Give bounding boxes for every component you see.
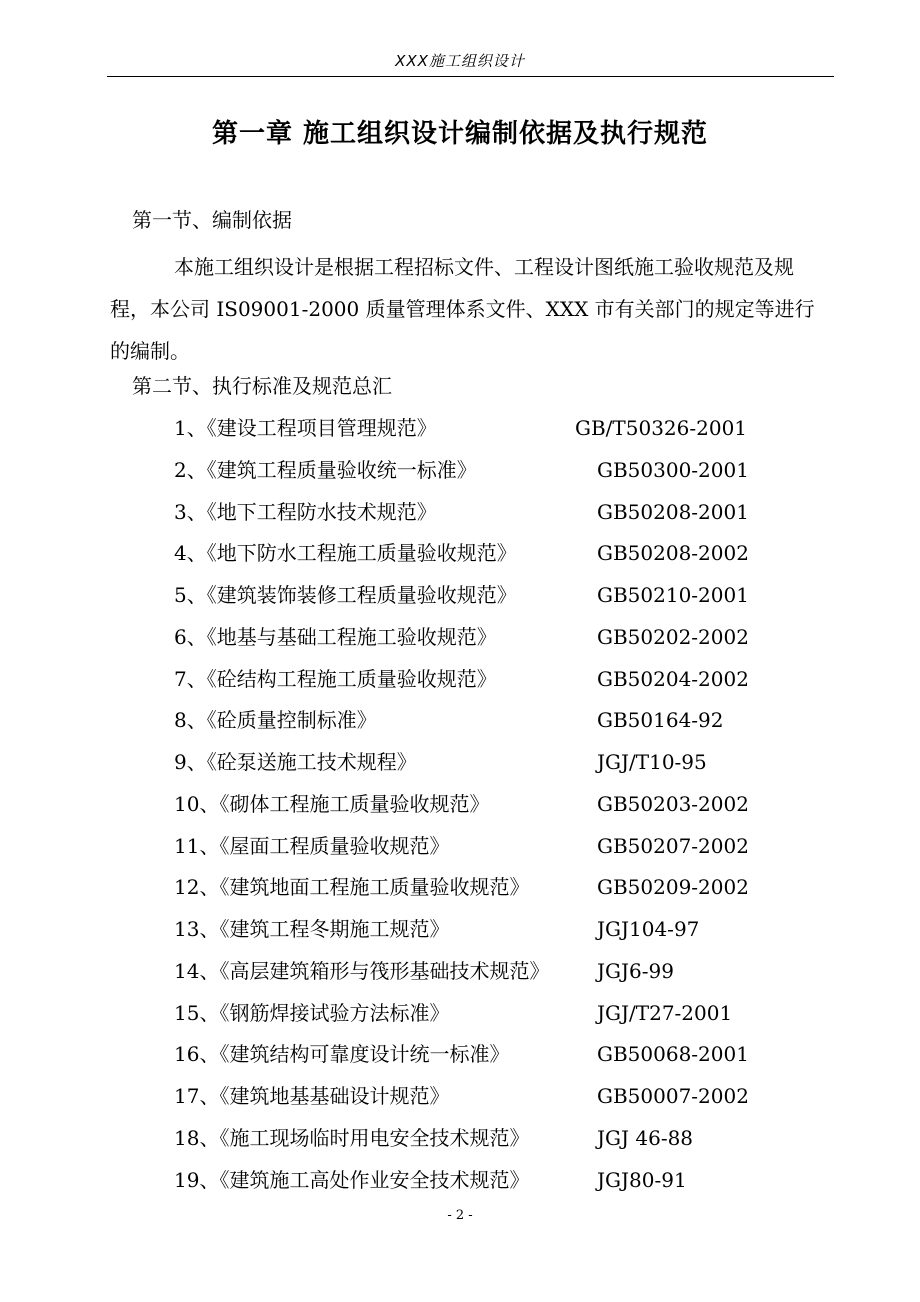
standard-code: GB50208-2001 bbox=[597, 499, 749, 524]
standard-code: JGJ80-91 bbox=[597, 1167, 687, 1192]
standard-name: 8、《砼质量控制标准》 bbox=[174, 708, 377, 733]
standard-name: 9、《砼泵送施工技术规程》 bbox=[174, 750, 417, 774]
standard-name: 5、《建筑装饰装修工程质量验收规范》 bbox=[174, 583, 517, 607]
standard-name: 15、《钢筋焊接试验方法标准》 bbox=[174, 1000, 450, 1025]
standard-code: GB50209-2002 bbox=[597, 875, 749, 900]
standard-name: 18、《施工现场临时用电安全技术规范》 bbox=[174, 1125, 530, 1150]
list-item bbox=[0, 706, 920, 748]
list-item bbox=[0, 957, 920, 999]
list-item bbox=[0, 1124, 920, 1166]
standard-name: 7、《砼结构工程施工质量验收规范》 bbox=[174, 666, 497, 691]
section-title-basis: 第一节、编制依据 bbox=[132, 208, 292, 232]
list-item bbox=[0, 498, 920, 540]
standard-code: JGJ104-97 bbox=[597, 917, 700, 941]
standard-name: 4、《地下防水工程施工质量验收规范》 bbox=[174, 541, 517, 566]
standard-code: JGJ/T27-2001 bbox=[597, 1000, 733, 1025]
standard-code: GB50300-2001 bbox=[597, 457, 749, 482]
page-number: - 2 - bbox=[447, 1208, 473, 1223]
basis-paragraph: 本施工组织设计是根据工程招标文件、工程设计图纸施工验收规范及规程，本公司 IS09001-2000 质量管理体系文件、XXX 市有关部门的规定等进行的编制。 bbox=[110, 255, 815, 363]
standard-code: GB50204-2002 bbox=[597, 666, 749, 691]
list-item bbox=[0, 665, 920, 707]
standard-code: GB50207-2002 bbox=[597, 833, 749, 858]
standard-name: 14、《高层建筑箱形与筏形基础技术规范》 bbox=[174, 958, 550, 983]
list-item bbox=[0, 873, 920, 915]
standard-name: 2、《建筑工程质量验收统一标准》 bbox=[174, 457, 477, 482]
standard-name: 17、《建筑地基基础设计规范》 bbox=[174, 1084, 450, 1108]
list-item bbox=[0, 581, 920, 623]
standard-name: 10、《砌体工程施工质量验收规范》 bbox=[174, 791, 490, 816]
standard-name: 11、《屋面工程质量验收规范》 bbox=[174, 833, 450, 858]
standard-code: GB/T50326-2001 bbox=[575, 416, 748, 440]
standard-code: GB50068-2001 bbox=[597, 1042, 749, 1067]
section-title-standards: 第二节、执行标准及规范总汇 bbox=[132, 374, 392, 398]
standard-name: 12、《建筑地面工程施工质量验收规范》 bbox=[174, 875, 530, 900]
list-item bbox=[0, 915, 920, 957]
standard-name: 3、《地下工程防水技术规范》 bbox=[174, 499, 437, 524]
standard-code: GB50208-2002 bbox=[597, 541, 749, 566]
standard-name: 19、《建筑施工高处作业安全技术规范》 bbox=[174, 1167, 530, 1192]
page-header: XXX施工组织设计 bbox=[395, 52, 525, 70]
chapter-title: 第一章 施工组织设计编制依据及执行规范 bbox=[211, 119, 709, 149]
list-item bbox=[0, 1040, 920, 1082]
standard-name: 6、《地基与基础工程施工验收规范》 bbox=[174, 624, 497, 649]
list-item bbox=[0, 1082, 920, 1124]
standard-name: 1、《建设工程项目管理规范》 bbox=[174, 416, 437, 440]
list-item bbox=[0, 748, 920, 790]
standard-code: GB50203-2002 bbox=[597, 791, 749, 816]
standard-name: 13、《建筑工程冬期施工规范》 bbox=[174, 917, 450, 941]
standard-code: GB50202-2002 bbox=[597, 624, 749, 649]
list-item bbox=[0, 539, 920, 581]
list-item bbox=[0, 456, 920, 498]
standard-code: GB50007-2002 bbox=[597, 1084, 749, 1108]
standard-name: 16、《建筑结构可靠度设计统一标准》 bbox=[174, 1042, 510, 1067]
standard-code: JGJ/T10-95 bbox=[597, 750, 707, 774]
list-item bbox=[0, 999, 920, 1041]
list-item bbox=[0, 790, 920, 832]
list-item bbox=[0, 623, 920, 665]
list-item bbox=[0, 414, 920, 456]
standard-code: GB50164-92 bbox=[597, 708, 724, 733]
standard-code: JGJ 46-88 bbox=[597, 1125, 694, 1150]
standard-code: GB50210-2001 bbox=[597, 583, 749, 607]
list-item bbox=[0, 832, 920, 874]
standard-code: JGJ6-99 bbox=[597, 958, 674, 983]
header-divider bbox=[107, 76, 834, 77]
list-item bbox=[0, 1166, 920, 1208]
standards-list bbox=[0, 414, 920, 1207]
